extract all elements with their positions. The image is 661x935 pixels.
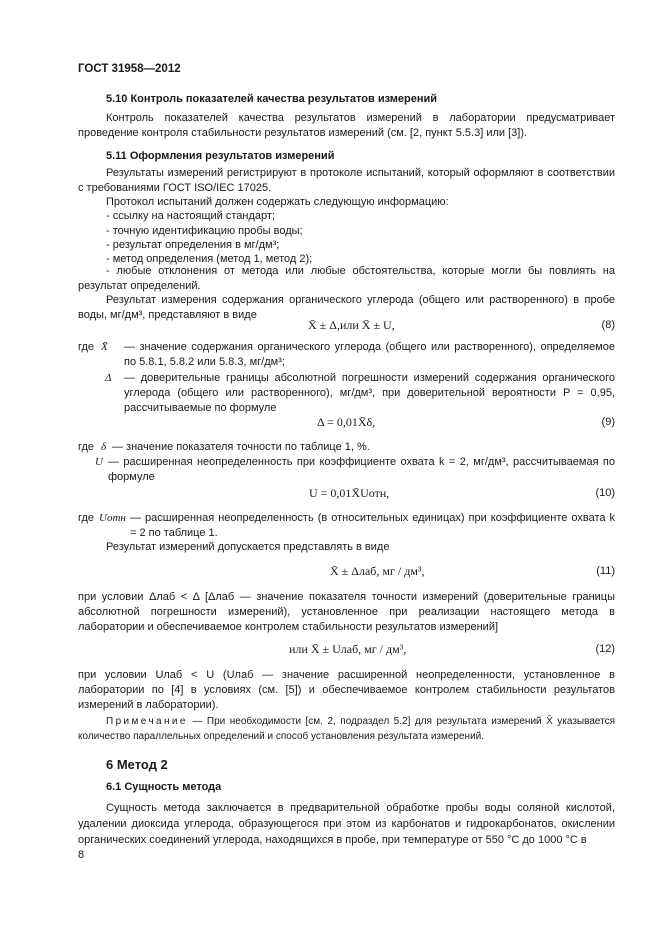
section-5-11-paragraph-3: Результат измерения содержания органического углерода (общего или растворенного) в пробе воды, мг/дм³, представляют в виде [78,294,615,321]
equation-10 [78,486,615,501]
equation-11-number: (11) [596,565,615,577]
list-item: - метод определения (метод 1, метод 2); [106,253,313,265]
list-item: - результат определения в мг/дм³; [106,239,280,251]
definition-text: — значение содержания органического углерода (общего или растворенного), определяемое по 5.8.1, 5.8.2 или 5.8.3, мг/дм³; [124,341,615,368]
equation-9-number: (9) [601,416,615,428]
definition-text: — расширенная неопределенность при коэффициенте охвата k = 2, мг/дм³, рассчитываемая по формуле [108,456,615,483]
section-6-1-paragraph: Сущность метода заключается в предварительной обработке пробы воды соляной кислотой, удалении диоксида углерода, образующегося при этом из карбонатов и гидрокарбонатов, окислении органических соединений углерода, находящихся в пробе, при температуре от 550 °С до 1000 °С в [78,802,615,846]
equation-12-formula: или X̄ ± Uлаб, мг / дм³, [289,642,407,656]
note-text: — При необходимости [см. 2, подраздел 5.2] для результата измерений X̄ указывается количество параллельных определений и способ установления результата измерений. [78,716,615,742]
page-number: 8 [78,849,85,861]
equation-12 [78,642,615,657]
definition-text: — значение показателя точности по таблице 1, %. [112,441,370,453]
equation-9-formula: Δ = 0,01X̄δ, [317,415,376,429]
definitions-list-3 [78,511,615,541]
section-5-11-paragraph-2: Протокол испытаний должен содержать следующую информацию: [106,196,449,208]
section-6-title: 6 Метод 2 [106,757,168,772]
definitions-list-1 [78,340,615,416]
document-header: ГОСТ 31958—2012 [78,63,181,75]
definitions-list-2 [78,440,615,485]
definition-term: δ [101,441,107,453]
equation-12-number: (12) [595,643,615,655]
definition-text: — доверительные границы абсолютной погрешности измерений содержания органического углерода (общего или растворенного), мг/дм³, при доверительной вероятности P = 0,95, рассчитываемые по формуле [124,372,615,414]
equation-8 [78,318,615,333]
equation-8-number: (8) [601,319,615,331]
definition-term: U [95,456,103,468]
where-lead: где [78,512,95,524]
equation-10-formula: U = 0,01X̄Uотн, [309,486,390,500]
section-6-1-title: 6.1 Сущность метода [106,781,222,793]
paragraph-result-allowed: Результат измерений допускается представлять в виде [106,541,390,553]
section-5-11-title: 5.11 Оформления результатов измерений [106,150,335,162]
section-5-10-paragraph: Контроль показателей качества результатов измерений в лаборатории предусматривает проведение контроля стабильности результатов измерений (см. [2, пункт 5.5.3] или [3]). [78,112,615,139]
equation-11-formula: X̄ ± Δлаб, мг / дм³, [330,564,425,578]
paragraph-condition-2: при условии Uлаб < U (Uлаб — значение расширенной неопределенности, установленное в лаборатории по [4] в условиях (см. [5]) и обеспечиваемое контролем стабильности результатов измерений в лаборатории). [78,669,615,711]
equation-10-number: (10) [595,487,615,499]
where-lead: где [78,341,95,353]
definition-text: — расширенная неопределенность (в относительных единицах) при коэффициенте охвата k = 2 по таблице 1. [130,512,615,539]
list-item: - любые отклонения от метода или любые обстоятельства, которые могли бы повлиять на результат определений. [78,265,615,292]
section-5-10-title: 5.10 Контроль показателей качества результатов измерений [106,93,438,105]
note [78,714,615,744]
equation-9 [78,415,615,430]
where-lead: где [78,441,95,453]
paragraph-condition-1: при условии Δлаб < Δ [Δлаб — значение показателя точности измерений (доверительные границы абсолютной погрешности измерений), установленное при реализации настоящего метода в лаборатории и обеспечиваемое контролем стабильности результатов измерений] [78,591,615,633]
list-item: - точную идентификацию пробы воды; [106,225,303,237]
definition-term: Δ [105,372,112,384]
list-item: - ссылку на настоящий стандарт; [106,210,275,222]
equation-8-formula: X̄ ± Δ,или X̄ ± U, [308,318,395,332]
equation-11 [78,564,615,579]
note-label: Примечание [106,716,188,727]
definition-term: X̄ [101,341,108,353]
definition-term: Uотн [99,512,126,524]
section-5-11-paragraph-1: Результаты измерений регистрируют в протоколе испытаний, который оформляют в соответствии с требованиями ГОСТ ISO/IEC 17025. [78,167,615,194]
